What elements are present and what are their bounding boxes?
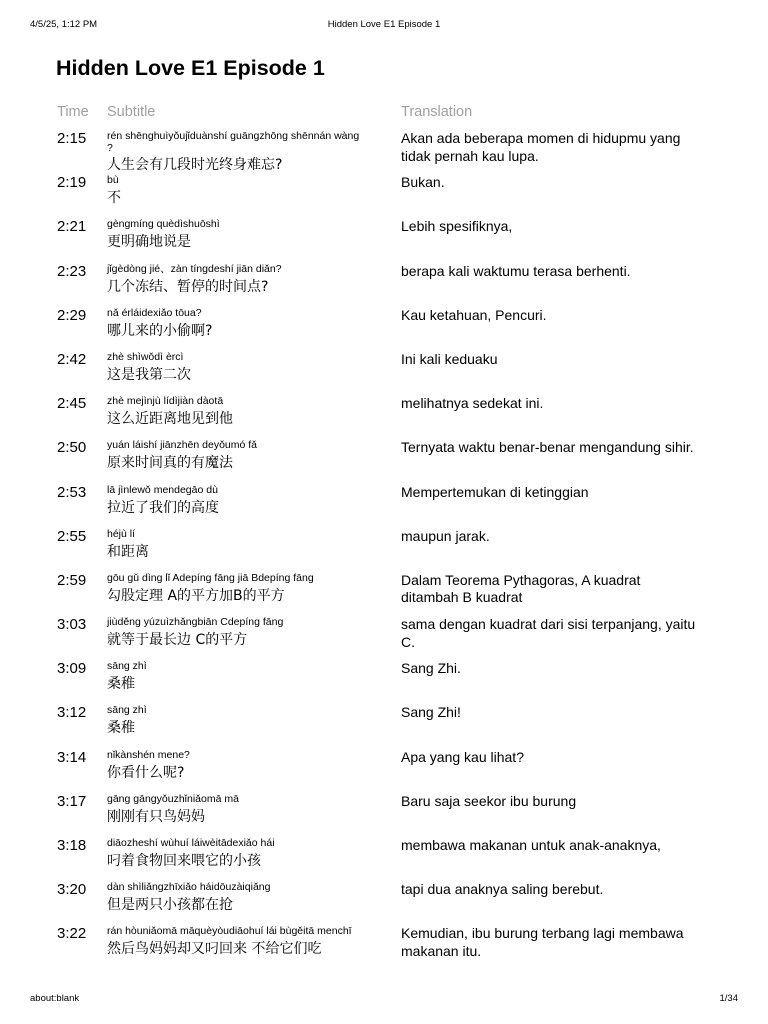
- time-cell: 3:22: [57, 925, 87, 943]
- pinyin-text: sāng zhì: [107, 660, 147, 673]
- table-row: [57, 702, 747, 746]
- time-cell: 2:42: [57, 350, 87, 368]
- translation-cell: Akan ada beberapa momen di hidupmu yang tidak pernah kau lupa.: [401, 130, 681, 164]
- subtitle-table: [57, 128, 747, 968]
- translation-cell: Apa yang kau lihat?: [401, 748, 524, 765]
- hanzi-text: 桑稚: [107, 676, 135, 693]
- hanzi-text: 但是两只小孩都在抢: [107, 897, 233, 914]
- page-number: 1/34: [719, 993, 738, 1004]
- pinyin-text: gāng gāngyǒuzhǐniǎomā mā: [107, 792, 239, 805]
- hanzi-text: 这么近距离地见到他: [107, 411, 233, 428]
- table-row: [57, 835, 747, 879]
- pinyin-text: sāng zhì: [107, 704, 147, 717]
- print-footer: [30, 993, 738, 1007]
- pinyin-text: zhè mejìnjù lídìjiàn dàotā: [107, 395, 224, 408]
- pinyin-text: [107, 130, 389, 154]
- translation-cell: Lebih spesifiknya,: [401, 218, 513, 235]
- table-row: [57, 261, 747, 305]
- time-cell: 3:09: [57, 660, 87, 678]
- time-cell: 2:50: [57, 439, 87, 457]
- table-row: [57, 923, 747, 967]
- translation-cell: Kemudian, ibu burung terbang lagi membawa makanan itu.: [401, 925, 684, 959]
- table-row: [57, 747, 747, 791]
- hanzi-text: 然后鸟妈妈却又叼回来 不给它们吃: [107, 941, 322, 958]
- time-cell: 2:19: [57, 174, 87, 192]
- column-headers: [57, 104, 747, 124]
- time-cell: 3:18: [57, 837, 87, 854]
- table-row: [57, 570, 747, 614]
- time-cell: 2:45: [57, 395, 87, 413]
- time-cell: 2:15: [57, 130, 87, 147]
- translation-cell: Ini kali keduaku: [401, 350, 498, 367]
- time-cell: 3:14: [57, 748, 87, 766]
- table-row: [57, 305, 747, 349]
- print-url: about:blank: [30, 993, 80, 1004]
- pinyin-text: bù: [107, 174, 119, 187]
- print-date: 4/5/25, 1:12 PM: [30, 19, 98, 30]
- subtitle-column-header: Subtitle: [107, 104, 156, 120]
- time-cell: 2:23: [57, 262, 87, 280]
- table-row: [57, 526, 747, 570]
- hanzi-text: 叼着食物回来喂它的小孩: [107, 853, 261, 869]
- hanzi-text: 哪儿来的小偷啊?: [107, 322, 213, 339]
- pinyin-text: gōu gǔ dìng lǐ Adepíng fāng jiā Bdepíng fāng: [107, 571, 314, 584]
- hanzi-text: 人生会有几段时光终身难忘?: [107, 157, 283, 173]
- translation-cell: sama dengan kuadrat dari sisi terpanjang, yaitu C.: [401, 616, 696, 650]
- hanzi-text: 几个冻结、暂停的时间点?: [107, 278, 269, 295]
- pinyin-text: nǎ érláidexiǎo tōua?: [107, 306, 202, 319]
- pinyin-text: dàn shìliǎngzhīxiǎo háidōuzàiqiǎng: [107, 881, 271, 894]
- hanzi-text: 桑稚: [107, 720, 135, 737]
- table-row: [57, 482, 747, 526]
- translation-cell: melihatnya sedekat ini.: [401, 395, 544, 412]
- translation-cell: Bukan.: [401, 174, 445, 191]
- print-header: [30, 19, 738, 33]
- time-cell: 3:20: [57, 881, 87, 899]
- table-row: [57, 437, 747, 481]
- translation-cell: maupun jarak.: [401, 527, 490, 544]
- time-cell: 2:59: [57, 571, 87, 589]
- hanzi-text: 和距离: [107, 543, 149, 560]
- time-cell: 3:17: [57, 792, 87, 810]
- table-row: [57, 172, 747, 216]
- hanzi-text: 不: [107, 190, 121, 207]
- pinyin-text: rán hòuniǎomā māquèyòudiāohuí lái bùgěitā menchī: [107, 925, 352, 938]
- table-row: [57, 658, 747, 702]
- pinyin-text: gèngmíng quèdìshuōshì: [107, 218, 220, 231]
- page-title: Hidden Love E1 Episode 1: [56, 56, 325, 80]
- translation-cell: tapi dua anaknya saling berebut.: [401, 881, 604, 898]
- time-column-header: Time: [57, 104, 89, 120]
- hanzi-text: 你看什么呢?: [107, 764, 185, 781]
- hanzi-text: 勾股定理 A的平方加B的平方: [107, 587, 285, 604]
- pinyin-text: jiùděng yúzuìzhǎngbiān Cdepíng fāng: [107, 616, 284, 629]
- hanzi-text: 拉近了我们的高度: [107, 499, 219, 516]
- hanzi-text: 刚刚有只鸟妈妈: [107, 808, 205, 825]
- time-cell: 3:12: [57, 704, 87, 722]
- time-cell: 2:55: [57, 527, 87, 545]
- hanzi-text: 更明确地说是: [107, 234, 191, 251]
- table-row: [57, 614, 747, 658]
- translation-cell: Baru saja seekor ibu burung: [401, 792, 577, 809]
- time-cell: 3:03: [57, 616, 87, 634]
- translation-cell: membawa makanan untuk anak-anaknya,: [401, 837, 661, 853]
- table-row: [57, 393, 747, 437]
- pinyin-text: yuán láishí jiānzhēn deyǒumó fǎ: [107, 439, 258, 452]
- hanzi-text: 原来时间真的有魔法: [107, 455, 233, 472]
- table-row: [57, 216, 747, 260]
- pinyin-line: rén shēnghuìyǒujǐduànshí guāngzhōng shēnnán wàng: [107, 130, 360, 142]
- time-cell: 2:53: [57, 483, 87, 501]
- pinyin-text: jǐgèdòng jié、zàn tíngdeshí jiān diǎn?: [107, 262, 282, 275]
- translation-cell: Dalam Teorema Pythagoras, A kuadrat ditambah B kuadrat: [401, 571, 641, 606]
- translation-cell: Ternyata waktu benar-benar mengandung sihir.: [401, 439, 694, 456]
- hanzi-text: 就等于最长边 C的平方: [107, 632, 248, 649]
- pinyin-text: diāozheshí wùhuí láiwèitādexiǎo hái: [107, 837, 275, 849]
- pinyin-text: zhè shìwǒdì èrcì: [107, 350, 184, 363]
- pinyin-text: héjù lí: [107, 527, 136, 540]
- pinyin-text: nǐkànshén mene?: [107, 748, 190, 761]
- translation-column-header: Translation: [401, 104, 473, 120]
- table-row: [57, 879, 747, 923]
- time-cell: 2:21: [57, 218, 87, 236]
- pinyin-line: ?: [107, 142, 113, 154]
- translation-cell: berapa kali waktumu terasa berhenti.: [401, 262, 631, 279]
- time-cell: 2:29: [57, 306, 87, 324]
- print-title: Hidden Love E1 Episode 1: [327, 19, 441, 30]
- table-row: [57, 349, 747, 393]
- translation-cell: Kau ketahuan, Pencuri.: [401, 306, 547, 323]
- translation-cell: Sang Zhi!: [401, 704, 461, 721]
- translation-cell: Sang Zhi.: [401, 660, 461, 677]
- pinyin-text: lā jìnlewǒ mendegāo dù: [107, 483, 218, 496]
- table-row: [57, 128, 747, 172]
- hanzi-text: 这是我第二次: [107, 366, 191, 383]
- translation-cell: Mempertemukan di ketinggian: [401, 483, 589, 500]
- table-row: [57, 791, 747, 835]
